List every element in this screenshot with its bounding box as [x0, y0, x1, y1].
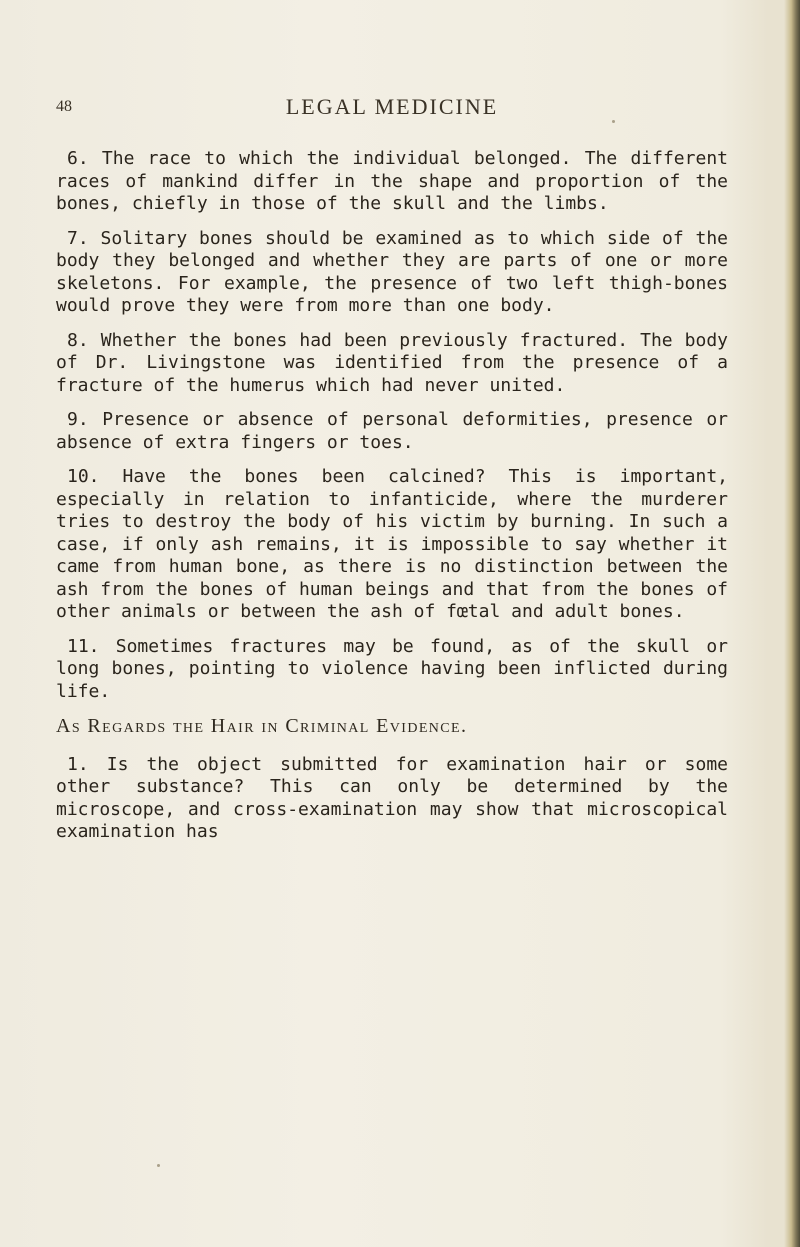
- paper-speck: [157, 1164, 160, 1167]
- hair-paragraph-1: 1. Is the object submitted for examination hair or some other substance? This can only be determined by the microscope, and cross-examination may show that microscopical examination has: [56, 753, 728, 842]
- page-edge-shadow: [784, 0, 800, 1247]
- paragraph-9: 9. Presence or absence of personal deformities, presence or absence of extra fingers or toes.: [56, 409, 728, 453]
- paragraph-11: 11. Sometimes fractures may be found, as of the skull or long bones, pointing to violence having been inflicted during life.: [56, 635, 728, 702]
- paragraph-8: 8. Whether the bones had been previously fractured. The body of Dr. Livingstone was identified from the presence of a fracture of the humerus which had never united.: [56, 329, 728, 396]
- paragraph-7: 7. Solitary bones should be examined as to which side of the body they belonged and whether they are parts of one or more skeletons. For example, the presence of two left thigh-bones would prove they were from more than one body.: [56, 227, 728, 316]
- page-header: [56, 92, 728, 132]
- section-heading: [56, 715, 728, 738]
- paragraph-6: 6. The race to which the individual belonged. The different races of mankind differ in the shape and proportion of the bones, chiefly in those of the skull and the limbs.: [56, 148, 728, 214]
- paper-speck: [612, 120, 615, 123]
- page-body: [56, 148, 728, 856]
- paragraph-10: 10. Have the bones been calcined? This is important, especially in relation to infanticide, where the murderer tries to destroy the body of his victim by burning. In such a case, if only ash remains, it is impossible to say whether it came from human bone, as there is no distinction between the ash from the bones of human beings and that from the bones of other animals or between the ash of fœtal and adult bones.: [56, 466, 728, 622]
- section-heading-text: As Regards the Hair in Criminal Evidence.: [56, 715, 468, 737]
- page-number: 48: [56, 98, 72, 115]
- running-head: LEGAL MEDICINE: [285, 94, 499, 119]
